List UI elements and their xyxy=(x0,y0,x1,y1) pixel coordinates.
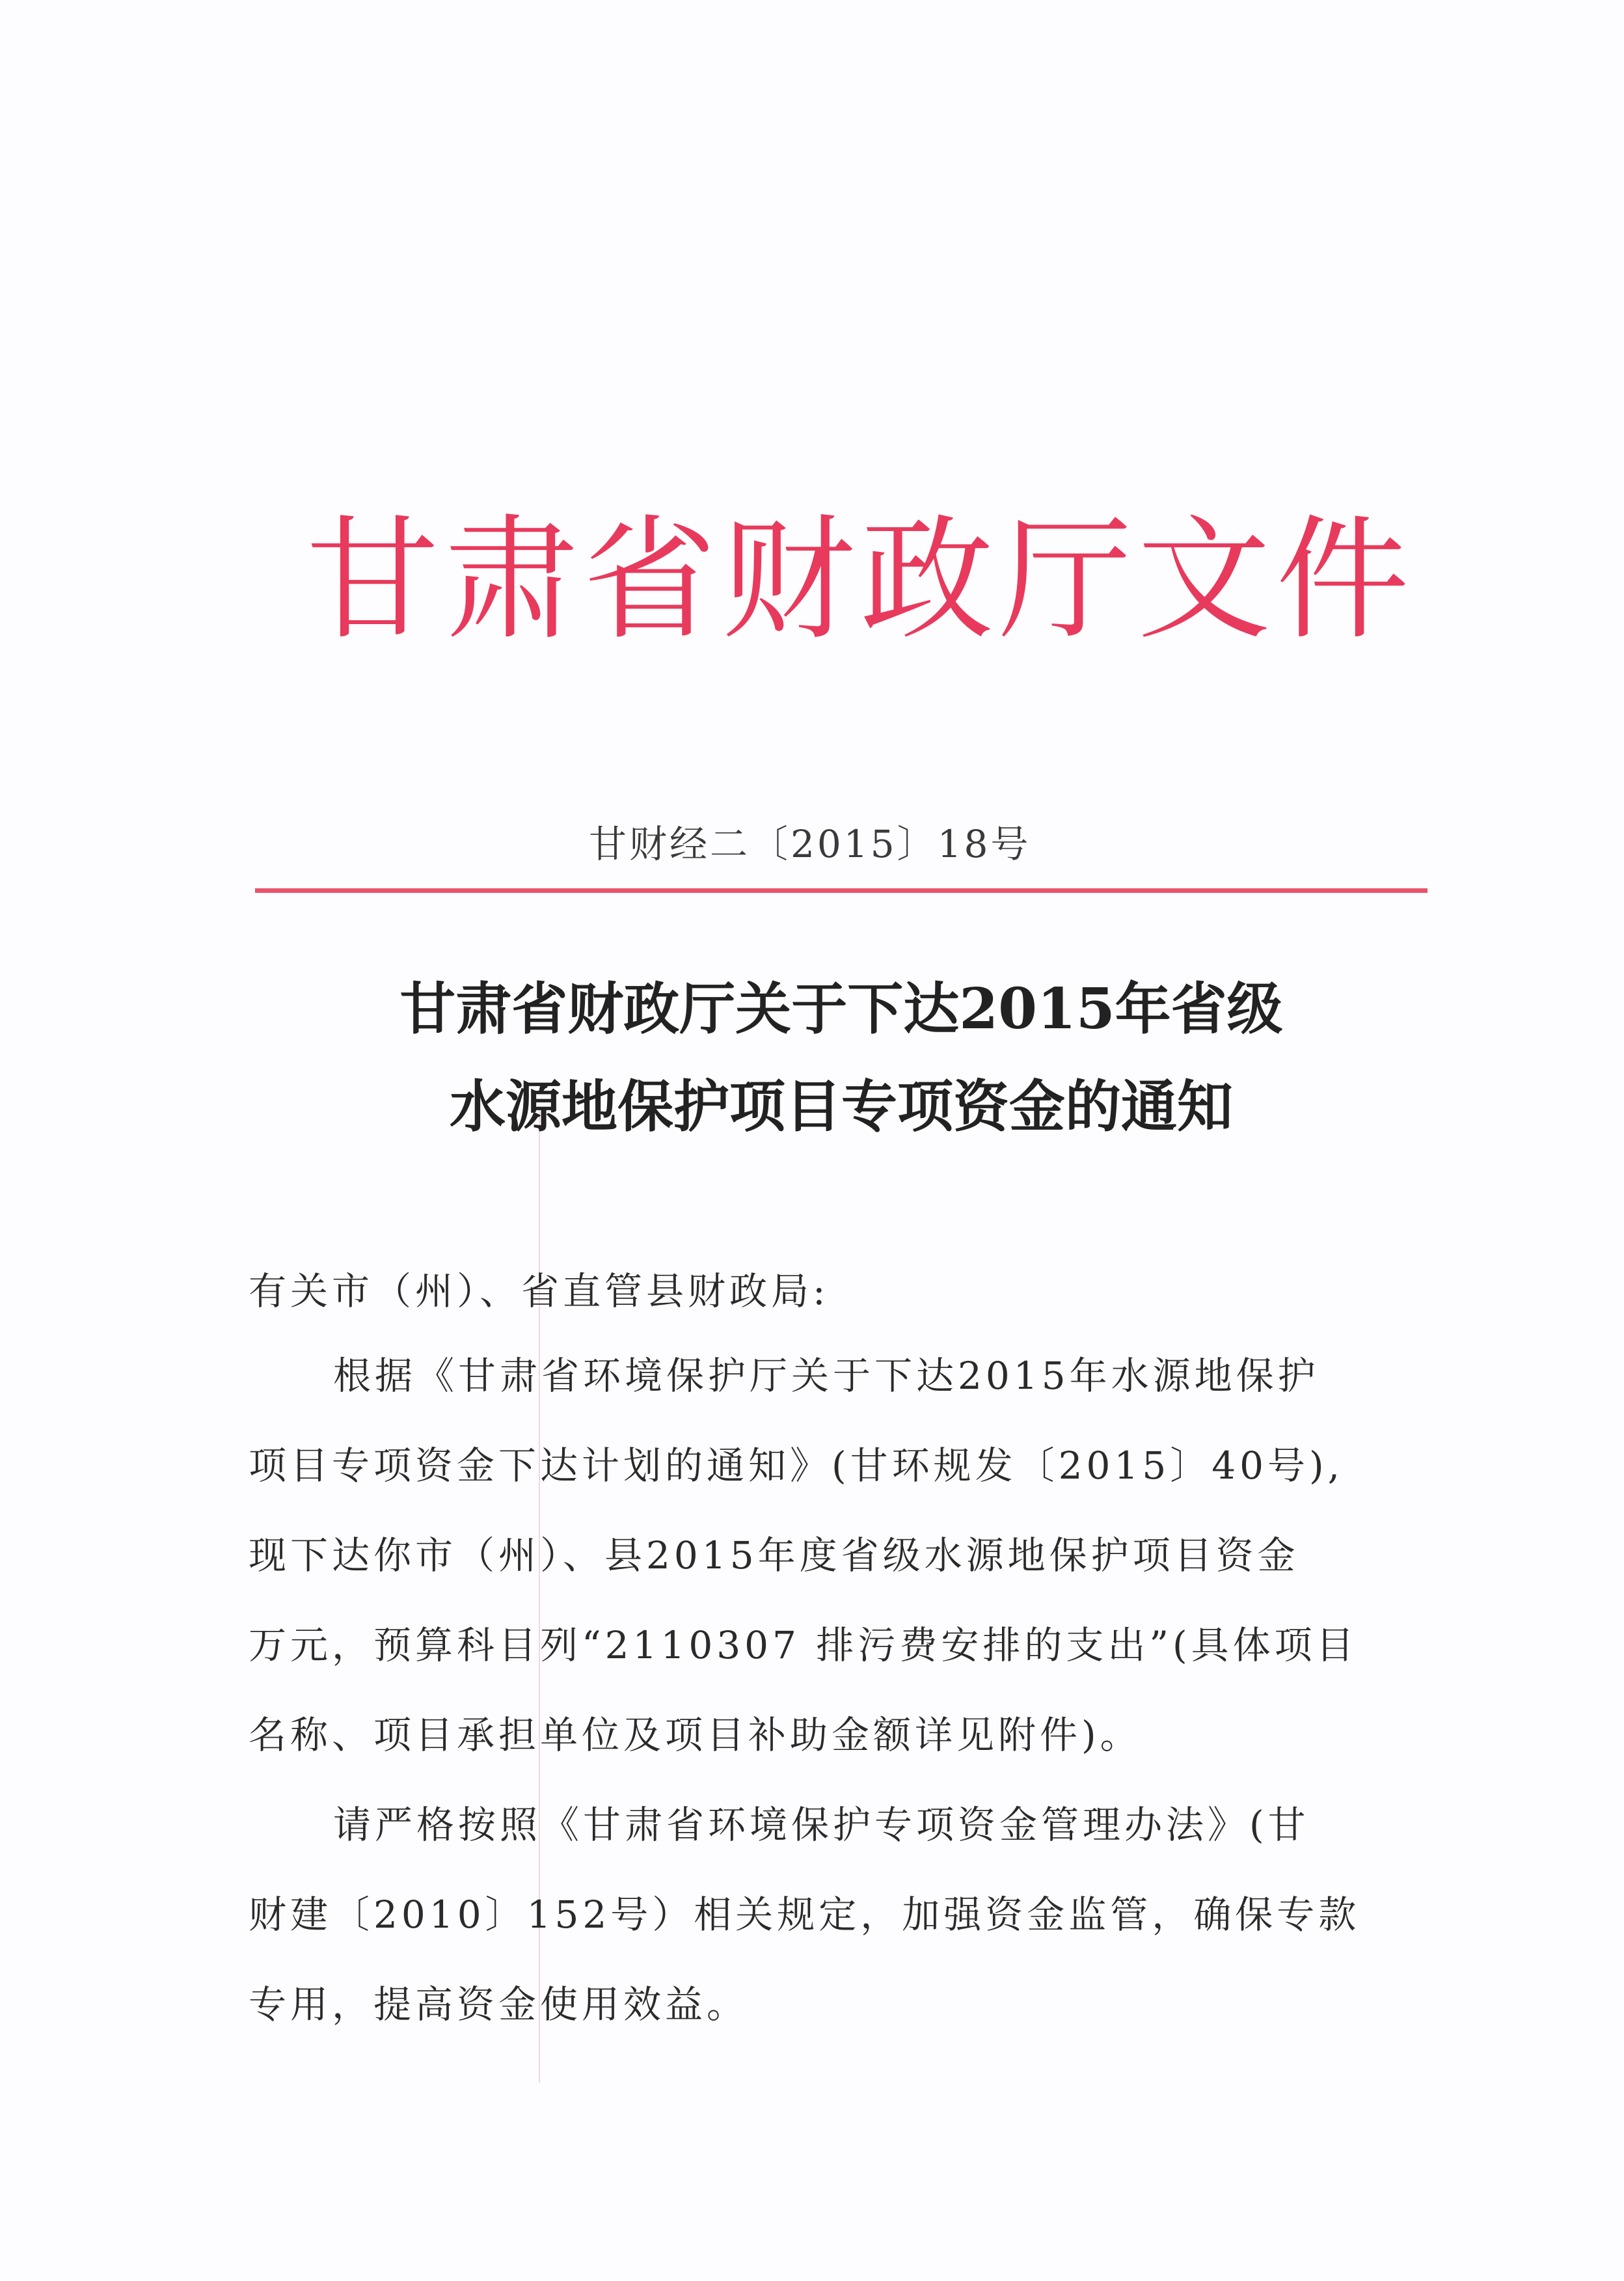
salutation: 有关市（州）、省直管县财政局: xyxy=(249,1269,830,1313)
paragraph-1-line: 现下达你市（州）、县2015年度省级水源地保护项目资金 xyxy=(249,1533,1299,1578)
paragraph-1-line: 名称、项目承担单位及项目补助金额详见附件)。 xyxy=(249,1713,1142,1757)
paragraph-2-line: 请严格按照《甘肃省环境保护专项资金管理办法》(甘 xyxy=(333,1803,1310,1847)
header-red-rule xyxy=(255,888,1428,893)
paragraph-2-line: 财建〔2010〕152号）相关规定，加强资金监管，确保专款 xyxy=(249,1892,1360,1937)
paragraph-1-line: 根据《甘肃省环境保护厅关于下达2015年水源地保护 xyxy=(333,1354,1320,1398)
notice-title-line-1: 甘肃省财政厅关于下达2015年省级 xyxy=(399,976,1283,1042)
document-header-title: 甘肃省财政厅文件 xyxy=(306,503,1414,658)
notice-title-line-2: 水源地保护项目专项资金的通知 xyxy=(450,1074,1233,1140)
paragraph-2-line: 专用，提高资金使用效益。 xyxy=(249,1982,749,2027)
document-number: 甘财经二〔2015〕18号 xyxy=(589,822,1031,866)
paragraph-1-line: 万元，预算科目列“2110307 排污费安排的支出”(具体项目 xyxy=(249,1623,1358,1667)
paragraph-1-line: 项目专项资金下达计划的通知》(甘环规发〔2015〕40号), xyxy=(249,1443,1344,1488)
